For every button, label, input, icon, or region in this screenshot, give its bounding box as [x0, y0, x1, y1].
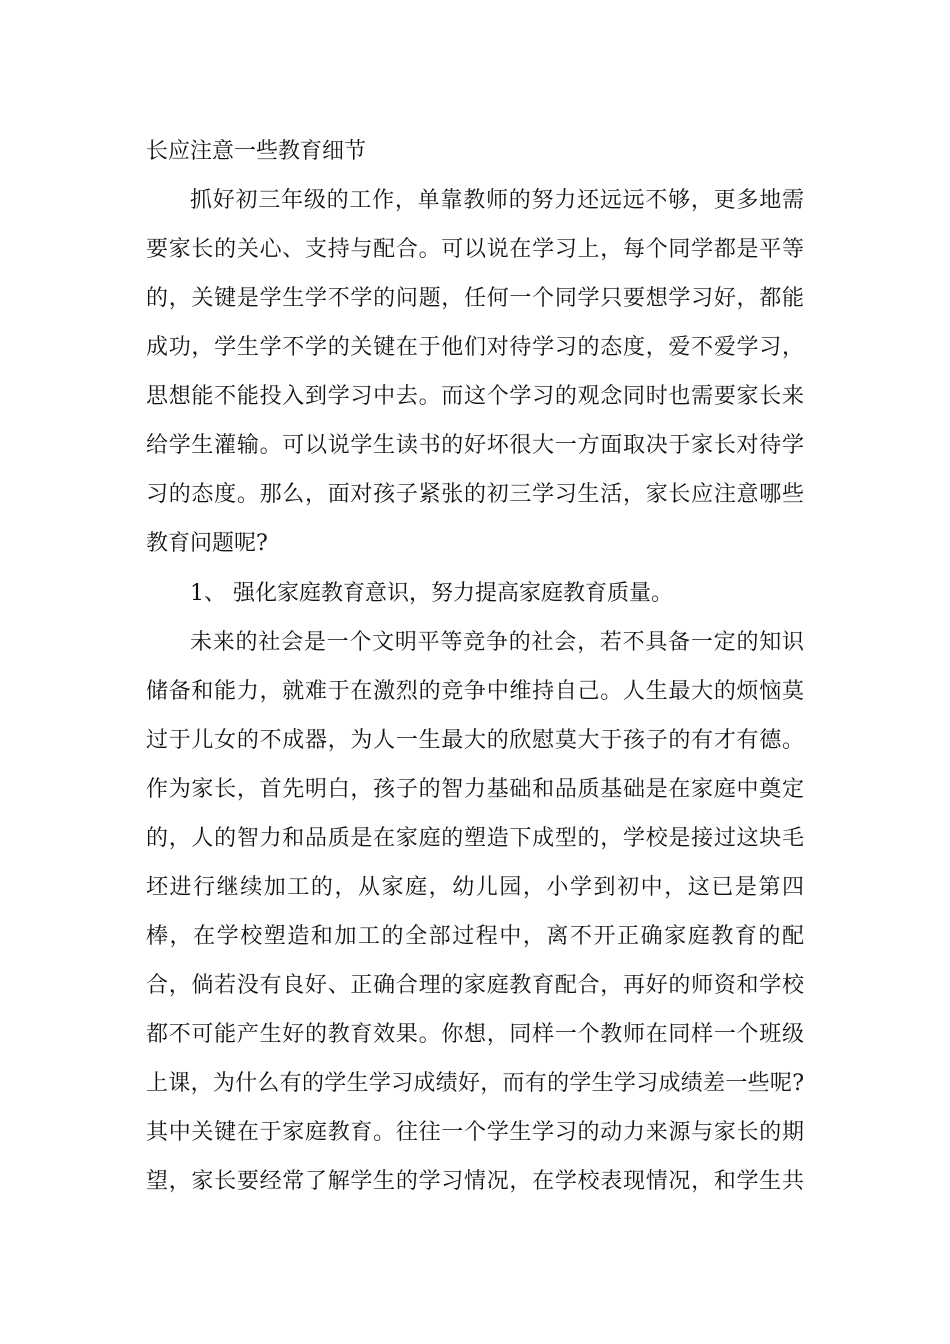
paragraph-2-line-6: 坯进行继续加工的，从家庭，幼儿园，小学到初中，这已是第四: [146, 875, 804, 900]
paragraph-1-line-7: 习的态度。那么，面对孩子紧张的初三学习生活，家长应注意哪些: [146, 482, 804, 507]
paragraph-2-line-11: 其中关键在于家庭教育。往往一个学生学习的动力来源与家长的期: [146, 1120, 804, 1145]
paragraph-2-line-12: 望，家长要经常了解学生的学习情况，在学校表现情况，和学生共: [146, 1169, 804, 1194]
paragraph-1-line-2: 要家长的关心、支持与配合。可以说在学习上，每个同学都是平等: [146, 237, 804, 262]
paragraph-2-line-9: 都不可能产生好的教育效果。你想，同样一个教师在同样一个班级: [146, 1022, 804, 1047]
paragraph-1-line-8: 教育问题呢?: [146, 531, 268, 556]
paragraph-2-line-8: 合，倘若没有良好、正确合理的家庭教育配合，再好的师资和学校: [146, 973, 804, 998]
paragraph-1-line-3: 的，关键是学生学不学的问题，任何一个同学只要想学习好，都能: [146, 286, 804, 311]
paragraph-2-line-1: 未来的社会是一个文明平等竞争的社会，若不具备一定的知识: [190, 630, 804, 655]
paragraph-1-line-4: 成功，学生学不学的关键在于他们对待学习的态度，爱不爱学习，: [146, 335, 804, 360]
paragraph-1-line-1: 抓好初三年级的工作，单靠教师的努力还远远不够，更多地需: [190, 188, 804, 213]
section-heading-1: 1、 强化家庭教育意识，努力提高家庭教育质量。: [190, 581, 673, 606]
text-line-continuation: 长应注意一些教育细节: [146, 139, 367, 164]
paragraph-2-line-7: 棒，在学校塑造和加工的全部过程中，离不开正确家庭教育的配: [146, 924, 804, 949]
paragraph-2-line-10: 上课，为什么有的学生学习成绩好，而有的学生学习成绩差一些呢?: [146, 1071, 804, 1096]
paragraph-1-line-6: 给学生灌输。可以说学生读书的好坏很大一方面取决于家长对待学: [146, 433, 804, 458]
paragraph-2-line-5: 的，人的智力和品质是在家庭的塑造下成型的，学校是接过这块毛: [146, 826, 804, 851]
paragraph-1-line-5: 思想能不能投入到学习中去。而这个学习的观念同时也需要家长来: [146, 384, 804, 409]
paragraph-2-line-4: 作为家长，首先明白，孩子的智力基础和品质基础是在家庭中奠定: [146, 777, 804, 802]
paragraph-2-line-2: 储备和能力，就难于在激烈的竞争中维持自己。人生最大的烦恼莫: [146, 679, 804, 704]
paragraph-2-line-3: 过于儿女的不成器，为人一生最大的欣慰莫大于孩子的有才有德。: [146, 728, 804, 753]
